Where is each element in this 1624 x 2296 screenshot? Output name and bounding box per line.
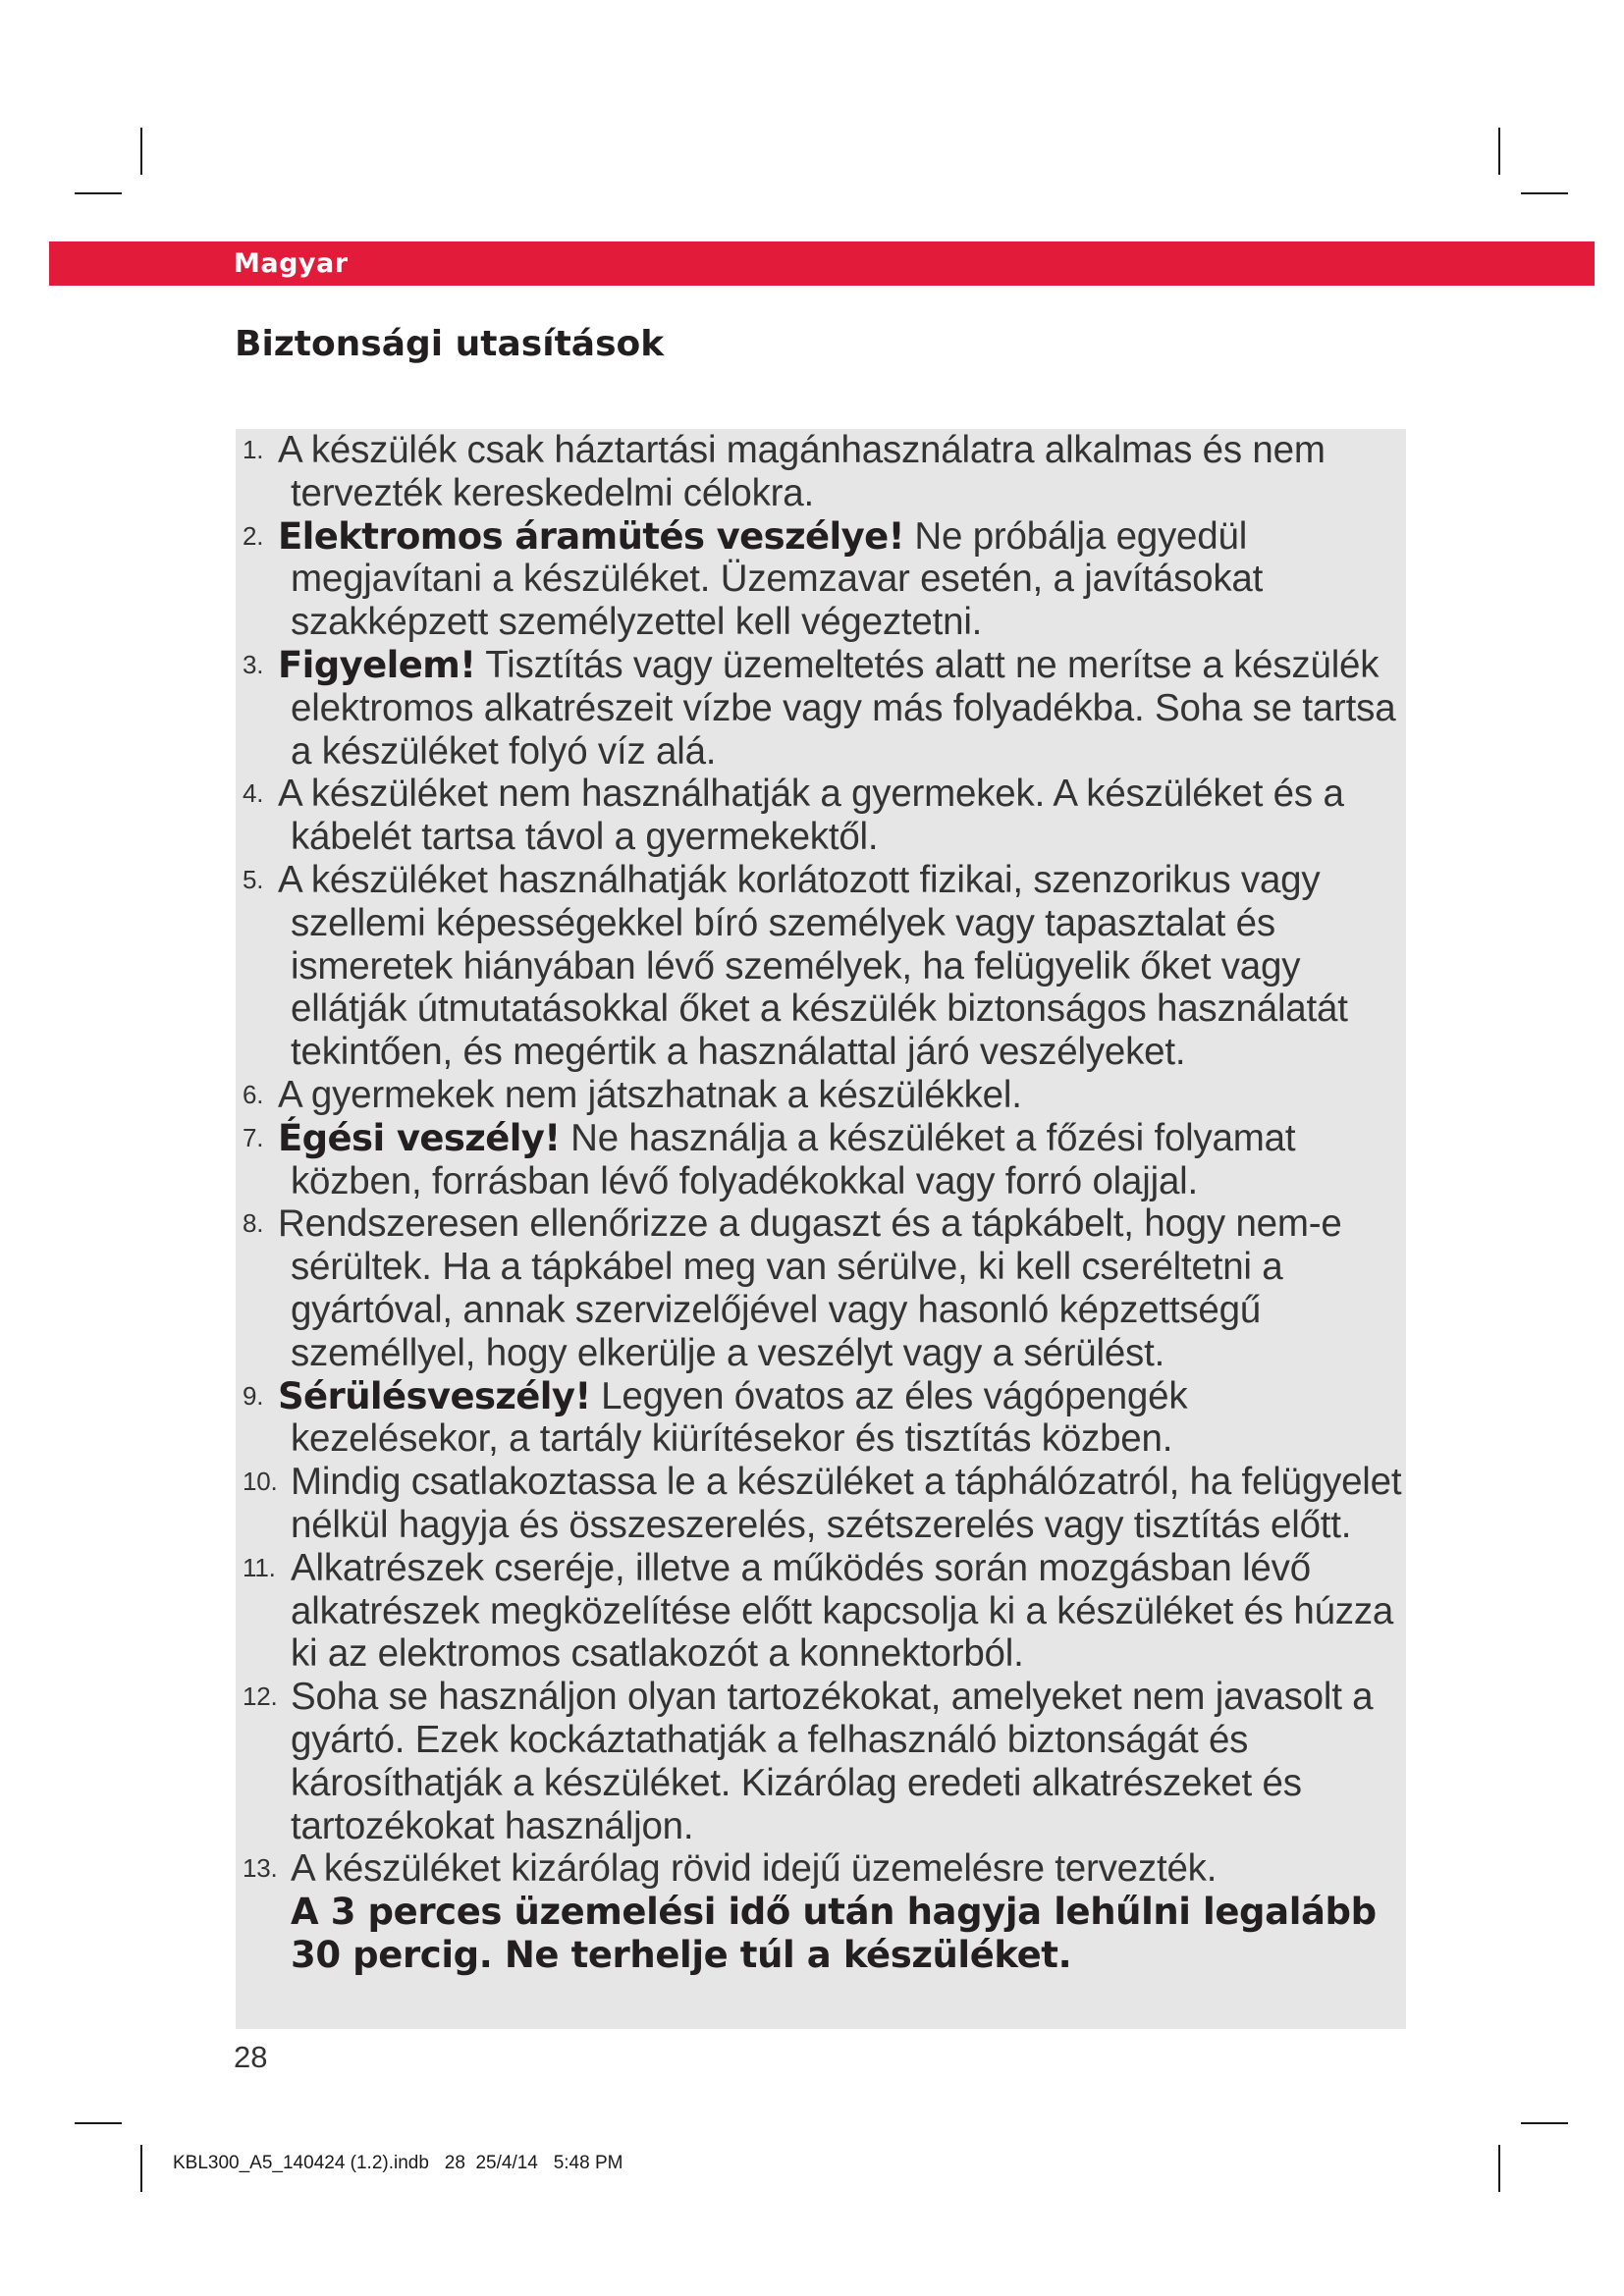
instruction-content xyxy=(291,1676,1373,1846)
instruction-item xyxy=(236,1375,1406,1462)
instructions-panel xyxy=(236,429,1406,2029)
instruction-text: A készülék csak háztartási magánhasználatra alkalmas és nem tervezték kereskedelmi célokra. xyxy=(278,429,1326,514)
crop-mark xyxy=(1498,2145,1500,2192)
instruction-number: 9. xyxy=(243,1380,264,1411)
instruction-content xyxy=(278,515,1263,644)
instruction-item xyxy=(236,1202,1406,1374)
instruction-number: 5. xyxy=(243,864,264,894)
instruction-text: Legyen óvatos az éles vágópengék kezelésekor, a tartály kiürítésekor és tisztítás közben. xyxy=(291,1374,1188,1461)
warning-label: Elektromos áramütés veszélye! xyxy=(278,514,904,558)
page-number: 28 xyxy=(234,2040,268,2074)
instruction-text: Ne használja a készüléket a főzési folyamat közben, forrásban lévő folyadékokkal vagy forró olajjal. xyxy=(291,1116,1296,1202)
instruction-content xyxy=(278,1117,1295,1202)
instruction-item xyxy=(236,1847,1406,1976)
instruction-text: A készüléket kizárólag rövid idejű üzemelésre tervezték. xyxy=(291,1847,1218,1891)
crop-mark xyxy=(140,128,142,175)
instruction-content xyxy=(278,859,1348,1073)
crop-mark xyxy=(1498,128,1500,175)
instruction-item xyxy=(236,859,1406,1074)
warning-label: Figyelem! xyxy=(278,643,476,686)
instruction-text: Soha se használjon olyan tartozékokat, amelyeket nem javasolt a gyártó. Ezek kockáztathatják a felhasználó biztonságát és károsíthatják a készüléket. Kizárólag eredeti alkatrészeket és tartozékokat használjon. xyxy=(291,1676,1374,1847)
instruction-item xyxy=(236,515,1406,644)
instruction-text: Ne próbálja egyedül megjavítani a készüléket. Üzemzavar esetén, a javításokat szakképzett személyzettel kell végeztetni. xyxy=(291,514,1264,644)
instruction-text: Mindig csatlakoztassa le a készüléket a táphálózatról, ha felügyelet nélkül hagyja és összeszerelés, szétszerelés vagy tisztítás előtt. xyxy=(291,1461,1402,1546)
instructions-list xyxy=(236,429,1406,1977)
instruction-text: A készüléket használhatják korlátozott fizikai, szenzorikus vagy szellemi képességekkel bíró személyek vagy tapasztalat és ismeretek hiányában lévő személyek, ha felügyelik őket vagy ellátják útmutatásokkal őket a készülék biztonságos használatát tekintően, és megértik a használattal járó veszélyeket. xyxy=(278,858,1348,1074)
warning-label: Sérülésveszély! xyxy=(278,1374,591,1417)
instruction-number: 3. xyxy=(243,649,264,679)
instruction-number: 2. xyxy=(243,520,264,551)
instruction-text: Alkatrészek cseréje, illetve a működés során mozgásban lévő alkatrészek megközelítése előtt kapcsolja ki a készüléket és húzza ki az elektromos csatlakozót a konnektorból. xyxy=(291,1546,1394,1676)
instruction-number: 7. xyxy=(243,1122,264,1152)
section-title: Biztonsági utasítások xyxy=(235,324,665,364)
instruction-text: Rendszeresen ellenőrizze a dugaszt és a tápkábelt, hogy nem-e sérültek. Ha a tápkábel meg van sérülve, ki kell cseréltetni a gyártóval, annak szervizelőjével vagy hasonló képzettségű személlyel, hogy elkerülje a veszélyt vagy a sérülést. xyxy=(278,1202,1342,1374)
instruction-content xyxy=(278,1375,1187,1461)
instruction-number: 4. xyxy=(243,778,264,809)
instruction-number: 10. xyxy=(243,1467,278,1497)
instruction-number: 12. xyxy=(243,1682,278,1712)
instruction-content xyxy=(278,1202,1342,1373)
instruction-content xyxy=(278,773,1344,858)
instruction-text: Tisztítás vagy üzemeltetés alatt ne merítse a készülék elektromos alkatrészeit vízbe vagy más folyadékba. Soha se tartsa a készüléket folyó víz alá. xyxy=(291,643,1396,773)
instruction-text: A gyermekek nem játszhatnak a készülékkel. xyxy=(278,1073,1022,1116)
instruction-item xyxy=(236,1461,1406,1547)
instruction-number: 8. xyxy=(243,1208,264,1239)
emphasis-text: A 3 perces üzemelési idő után hagyja lehűlni legalább 30 percig. Ne terhelje túl a készüléket. xyxy=(291,1891,1377,1976)
instruction-content xyxy=(291,1847,1217,1890)
instruction-item xyxy=(236,1074,1406,1117)
crop-mark xyxy=(1521,192,1568,194)
instruction-item xyxy=(236,644,1406,773)
crop-mark xyxy=(1521,2122,1568,2124)
instruction-number: 13. xyxy=(243,1853,278,1884)
language-bar xyxy=(49,241,1595,286)
instruction-item xyxy=(236,773,1406,859)
crop-mark xyxy=(75,192,122,194)
instruction-number: 6. xyxy=(243,1079,264,1109)
instruction-text: A készüléket nem használhatják a gyermekek. A készüléket és a kábelét tartsa távol a gyermekektől. xyxy=(278,773,1344,859)
instruction-item xyxy=(236,1547,1406,1676)
crop-mark xyxy=(75,2122,122,2124)
instruction-number: 1. xyxy=(243,435,264,464)
language-label: Magyar xyxy=(234,248,349,279)
instruction-content xyxy=(278,1074,1022,1116)
instruction-content xyxy=(291,1461,1401,1546)
instruction-content xyxy=(278,429,1326,514)
instruction-item xyxy=(236,1676,1406,1847)
print-slug: KBL300_A5_140424 (1.2).indb 28 25/4/14 5:48 PM xyxy=(173,2153,623,2173)
instruction-item xyxy=(236,429,1406,515)
warning-label: Égési veszély! xyxy=(278,1116,561,1159)
instruction-content xyxy=(291,1547,1393,1676)
instruction-content xyxy=(278,644,1395,773)
crop-mark xyxy=(140,2145,142,2192)
instruction-number: 11. xyxy=(243,1552,276,1582)
instruction-item xyxy=(236,1117,1406,1203)
